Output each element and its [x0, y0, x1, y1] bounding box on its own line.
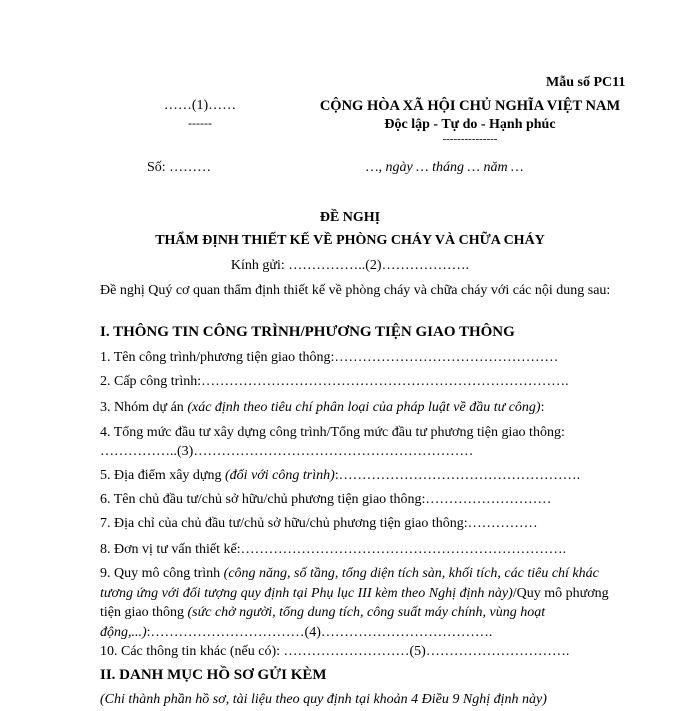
document-date: …, ngày … tháng … năm … — [366, 160, 524, 175]
issuing-org-divider: ------ — [188, 116, 212, 130]
item-3-note: (xác định theo tiêu chí phân loại của pháp luật về đầu tư công) — [187, 400, 541, 415]
document-subtitle: THẨM ĐỊNH THIẾT KẾ VỀ PHÒNG CHÁY VÀ CHỮA CHÁY — [155, 233, 545, 248]
item-1-project-name: 1. Tên công trình/phương tiện giao thông:………………………………………… — [100, 350, 559, 365]
motto-underline: --------------- — [442, 133, 498, 145]
item-3-colon: : — [540, 400, 545, 415]
item-10-other-info: 10. Các thông tin khác (nếu có): ………………………(5)…………………………. — [100, 644, 570, 659]
item-2-project-grade: 2. Cấp công trình:……………………………………………………………………. — [100, 374, 569, 389]
document-title: ĐỀ NGHỊ — [319, 210, 381, 225]
item-5-label: 5. Địa điểm xây dựng — [100, 468, 226, 483]
item-5-note: (đối với công trình) — [225, 468, 335, 483]
intro-paragraph: Đề nghị Quý cơ quan thẩm định thiết kế về phòng cháy và chữa cháy với các nội dung sau: — [100, 283, 611, 298]
item-8-design-consultant: 8. Đơn vị tư vấn thiết kế:……………………………………………………………. — [100, 542, 567, 557]
item-5-location — [100, 465, 620, 487]
item-7-investor-address: 7. Địa chỉ của chủ đầu tư/chủ sở hữu/chủ phương tiện giao thông:…………… — [100, 516, 538, 531]
item-9-note-1: (công năng, số tầng, tổng diện tích sàn, khối tích, các tiêu chí khác tương ứng với đối tượng quy định tại Phụ lục III kèm theo Nghị định này) — [100, 566, 599, 601]
form-code: Mẫu số PC11 — [546, 75, 626, 90]
item-9-scale — [100, 564, 620, 642]
item-4-continuation: ……………..(3)…………………………………………………… — [100, 444, 474, 459]
recipient-line: Kính gửi: ……………..(2)………………. — [230, 258, 470, 273]
item-9-label: 9. Quy mô công trình — [100, 566, 224, 581]
section-1-heading: I. THÔNG TIN CÔNG TRÌNH/PHƯƠNG TIỆN GIAO THÔNG — [100, 324, 515, 340]
item-9-dots: :……………………………(4)………………………………. — [146, 624, 493, 640]
section-2-heading: II. DANH MỤC HỒ SƠ GỬI KÈM — [100, 667, 327, 683]
country-name: CỘNG HÒA XÃ HỘI CHỦ NGHĨA VIỆT NAM — [319, 98, 621, 114]
item-5-dots: :……………………………………………. — [334, 468, 581, 483]
item-9-note-2: (sức chở người, tổng dung tích, công suất máy chính, vùng hoạt động,...) — [100, 605, 546, 640]
national-motto: Độc lập - Tự do - Hạnh phúc — [384, 117, 556, 132]
item-4-total-investment: 4. Tổng mức đầu tư xây dựng công trình/Tổng mức đầu tư phương tiện giao thông: — [100, 425, 565, 440]
item-3-project-group — [100, 397, 620, 419]
section-2-note: (Chi thành phần hồ sơ, tài liệu theo quy định tại khoản 4 Điều 9 Nghị định này) — [100, 692, 547, 707]
item-3-label: 3. Nhóm dự án — [100, 400, 188, 415]
item-9-middle: /Quy mô phương tiện giao thông — [100, 585, 609, 620]
item-6-investor-name: 6. Tên chủ đầu tư/chủ sở hữu/chủ phương tiện giao thông:……………………… — [100, 492, 552, 507]
document-number: Số: ……… — [147, 160, 212, 175]
issuing-org-placeholder: ……(1)…… — [163, 98, 237, 113]
